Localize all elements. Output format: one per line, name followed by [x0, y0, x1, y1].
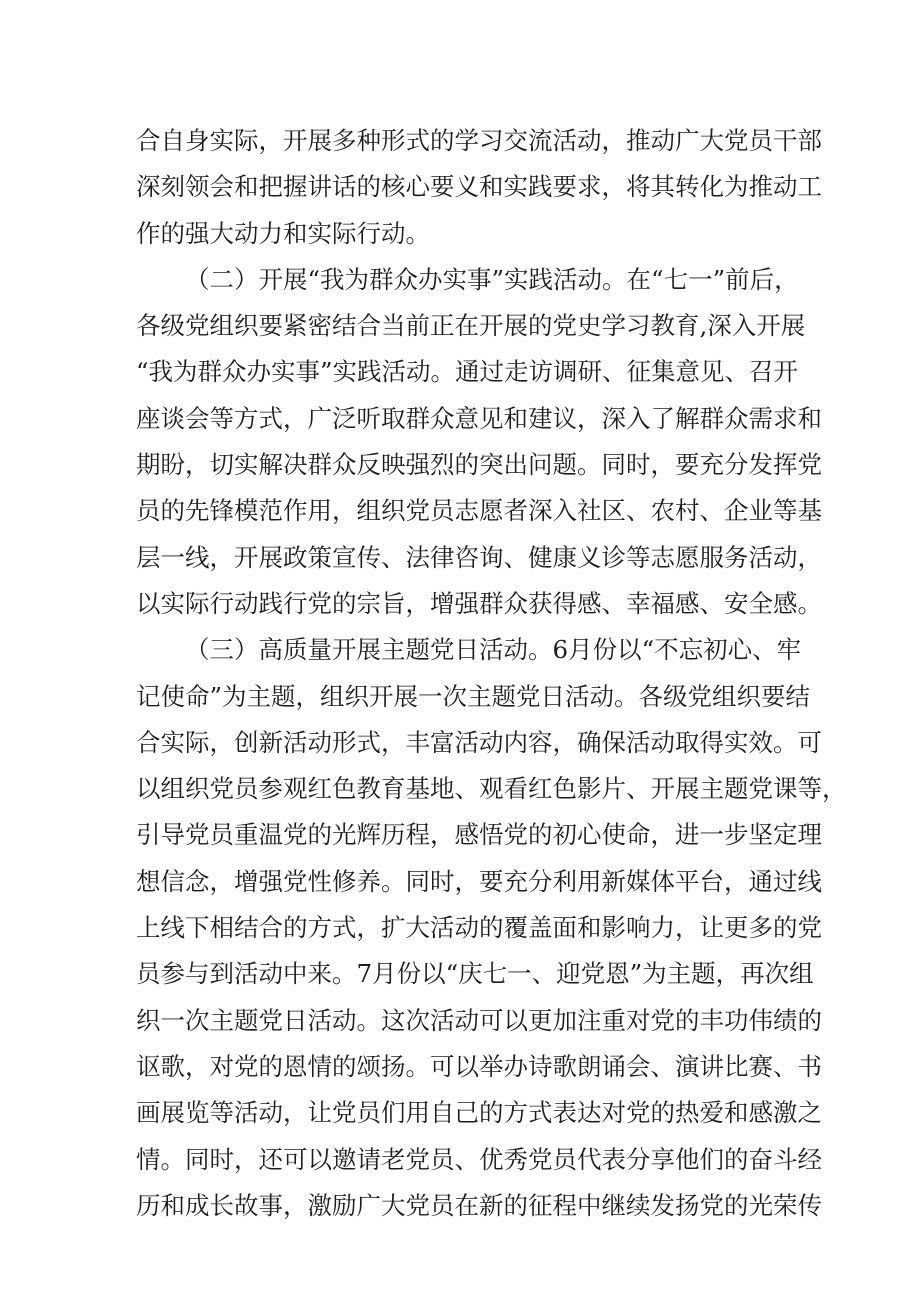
paragraph-section-3 [136, 627, 847, 1229]
text-line: 深刻领会和把握讲话的核心要义和实践要求，将其转化为推动工 [136, 172, 822, 202]
text-line: 员参与到活动中来。7月份以“庆七一、迎党恩”为主题，再次组 [136, 959, 814, 989]
text-line: “我为群众办实事”实践活动。通过走访调研、征集意见、召开 [136, 357, 799, 387]
text-line: 引导党员重温党的光辉历程，感悟党的初心使命，进一步坚定理 [136, 820, 822, 850]
text-line: 织一次主题党日活动。这次活动可以更加注重对党的丰功伟绩的 [136, 1005, 822, 1035]
document-body [136, 118, 847, 1229]
text-line: 座谈会等方式，广泛听取群众意见和建议，深入了解群众需求和 [136, 403, 822, 433]
text-line: 情。同时，还可以邀请老党员、优秀党员代表分享他们的奋斗经 [136, 1144, 822, 1174]
text-line: 以组织党员参观红色教育基地、观看红色影片、开展主题党课等， [136, 774, 847, 804]
section-heading-line: （二）开展“我为群众办实事”实践活动。在“七一”前后， [185, 264, 799, 294]
text-line: 期盼，切实解决群众反映强烈的突出问题。同时，要充分发挥党 [136, 450, 822, 480]
text-line: 各级党组织要紧密结合当前正在开展的党史学习教育,深入开展 [136, 311, 806, 341]
text-line: 画展览等活动，让党员们用自己的方式表达对党的热爱和感激之 [136, 1098, 822, 1128]
paragraph-continuation [136, 118, 822, 257]
paragraph-section-2 [136, 257, 822, 627]
text-line: 员的先锋模范作用，组织党员志愿者深入社区、农村、企业等基 [136, 496, 822, 526]
text-line: 讴歌，对党的恩情的颂扬。可以举办诗歌朗诵会、演讲比赛、书 [136, 1051, 822, 1081]
section-heading-line: （三）高质量开展主题党日活动。6月份以“不忘初心、牢 [185, 635, 802, 665]
text-line: 作的强大动力和实际行动。 [136, 218, 430, 248]
text-line: 合实际，创新活动形式，丰富活动内容，确保活动取得实效。可 [136, 727, 822, 757]
text-line: 记使命”为主题，组织开展一次主题党日活动。各级党组织要结 [136, 681, 811, 711]
text-line: 想信念，增强党性修养。同时，要充分利用新媒体平台，通过线 [136, 866, 822, 896]
text-line: 合自身实际，开展多种形式的学习交流活动，推动广大党员干部 [136, 126, 822, 155]
text-line: 上线下相结合的方式，扩大活动的覆盖面和影响力，让更多的党 [136, 913, 822, 943]
text-line: 层一线，开展政策宣传、法律咨询、健康义诊等志愿服务活动， [136, 542, 822, 572]
text-line: 以实际行动践行党的宗旨，增强群众获得感、幸福感、安全感。 [136, 588, 822, 618]
text-line: 历和成长故事，激励广大党员在新的征程中继续发扬党的光荣传 [136, 1190, 822, 1220]
